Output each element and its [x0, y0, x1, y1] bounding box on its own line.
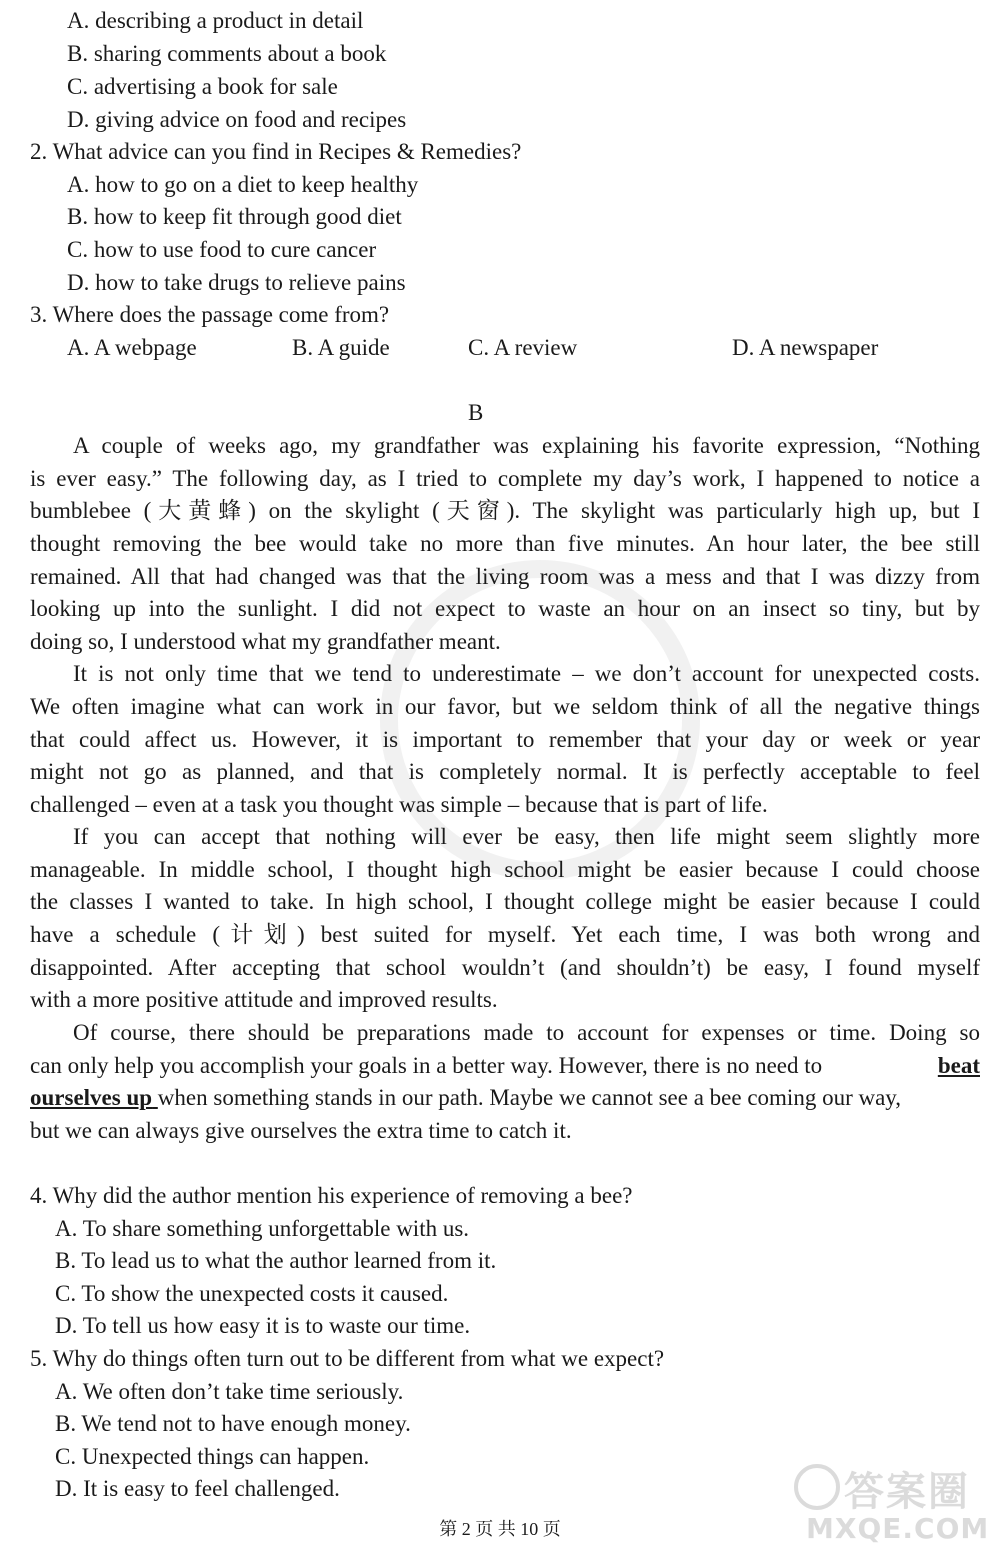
p3-line-5: disappointed. After accepting that school wouldn’t (and shouldn’t) be easy, I found myself	[30, 955, 980, 980]
p3-line-6: with a more positive attitude and improved results.	[30, 987, 498, 1012]
phrase-beat: beat	[937, 1053, 980, 1078]
p4-line-2-text: can only help you accomplish your goals in a better way. However, there is no need to	[30, 1053, 823, 1078]
q1-option-b: B. sharing comments about a book	[67, 41, 387, 66]
p4-line-3	[30, 1085, 901, 1111]
q4-option-b: B. To lead us to what the author learned from it.	[55, 1248, 497, 1273]
p1-line-5: remained. All that had changed was that the living room was a mess and that I was dizzy from	[30, 564, 980, 589]
q3-option-b: B. A guide	[292, 335, 390, 360]
p1-line-4: thought removing the bee would take no more than five minutes. An hour later, the bee still	[30, 531, 980, 556]
q2-question: 2. What advice can you find in Recipes & Remedies?	[30, 139, 522, 164]
q3-option-a: A. A webpage	[67, 335, 197, 360]
p3-line-1: If you can accept that nothing will ever be easy, then life might seem slightly more	[73, 824, 980, 849]
p4-line-4: but we can always give ourselves the extra time to catch it.	[30, 1118, 572, 1143]
page-number: 第 2 页 共 10 页	[439, 1519, 561, 1539]
p1-line-1: A couple of weeks ago, my grandfather was explaining his favorite expression, “Nothing	[73, 433, 980, 458]
p4-line-3-text: when something stands in our path. Maybe we cannot see a bee coming our way,	[157, 1085, 902, 1110]
passage-heading: B	[468, 400, 484, 425]
watermark-logo-icon	[794, 1464, 840, 1510]
q1-option-c: C. advertising a book for sale	[67, 74, 338, 99]
q2-option-a: A. how to go on a diet to keep healthy	[67, 172, 419, 197]
q4-option-c: C. To show the unexpected costs it caused.	[55, 1281, 449, 1306]
q3-question: 3. Where does the passage come from?	[30, 302, 390, 327]
q5-option-a: A. We often don’t take time seriously.	[55, 1379, 404, 1404]
p1-line-6: looking up into the sunlight. I did not expect to waste an hour on an insect so tiny, but by	[30, 596, 980, 621]
site-watermark	[794, 1460, 994, 1552]
q2-option-c: C. how to use food to cure cancer	[67, 237, 377, 262]
q1-option-d: D. giving advice on food and recipes	[67, 107, 407, 132]
q4-option-d: D. To tell us how easy it is to waste our time.	[55, 1313, 471, 1338]
p2-line-4: might not go as planned, and that is completely normal. It is perfectly acceptable to feel	[30, 759, 980, 784]
p4-line-2	[30, 1053, 980, 1079]
q4-question: 4. Why did the author mention his experience of removing a bee?	[30, 1183, 633, 1208]
q5-option-b: B. We tend not to have enough money.	[55, 1411, 411, 1436]
watermark-cn-text: 答案圈	[844, 1469, 970, 1515]
p2-line-1: It is not only time that we tend to underestimate – we don’t account for unexpected costs.	[73, 661, 980, 686]
phrase-ourselves-up: ourselves up	[30, 1085, 153, 1110]
p2-line-5: challenged – even at a task you thought was simple – because that is part of life.	[30, 792, 768, 817]
p3-line-3: the classes I wanted to take. In high school, I thought college might be easier because I could	[30, 889, 980, 914]
q5-option-c: C. Unexpected things can happen.	[55, 1444, 370, 1469]
p1-line-2: is ever easy.” The following day, as I tried to complete my day’s work, I happened to notice a	[30, 466, 980, 491]
q5-option-d: D. It is easy to feel challenged.	[55, 1476, 340, 1501]
p3-line-4: have a schedule (计划) best suited for myself. Yet each time, I was both wrong and	[30, 922, 980, 947]
q3-option-c: C. A review	[468, 335, 578, 360]
p2-line-2: We often imagine what can work in our favor, but we seldom think of all the negative things	[30, 694, 980, 719]
watermark-en-text: MXQE.COM	[806, 1512, 990, 1545]
p1-line-3: bumblebee (大黄蜂) on the skylight (天窗). The skylight was particularly high up, but I	[30, 498, 980, 523]
q3-option-d: D. A newspaper	[732, 335, 879, 360]
q5-question: 5. Why do things often turn out to be different from what we expect?	[30, 1346, 665, 1371]
p3-line-2: manageable. In middle school, I thought high school might be easier because I could choose	[30, 857, 980, 882]
q2-option-b: B. how to keep fit through good diet	[67, 204, 402, 229]
q4-option-a: A. To share something unforgettable with us.	[55, 1216, 470, 1241]
p2-line-3: that could affect us. However, it is important to remember that your day or week or year	[30, 727, 980, 752]
p4-line-1: Of course, there should be preparations made to account for expenses or time. Doing so	[73, 1020, 980, 1045]
q1-option-a: A. describing a product in detail	[67, 8, 364, 33]
q2-option-d: D. how to take drugs to relieve pains	[67, 270, 406, 295]
p1-line-7: doing so, I understood what my grandfather meant.	[30, 629, 501, 654]
